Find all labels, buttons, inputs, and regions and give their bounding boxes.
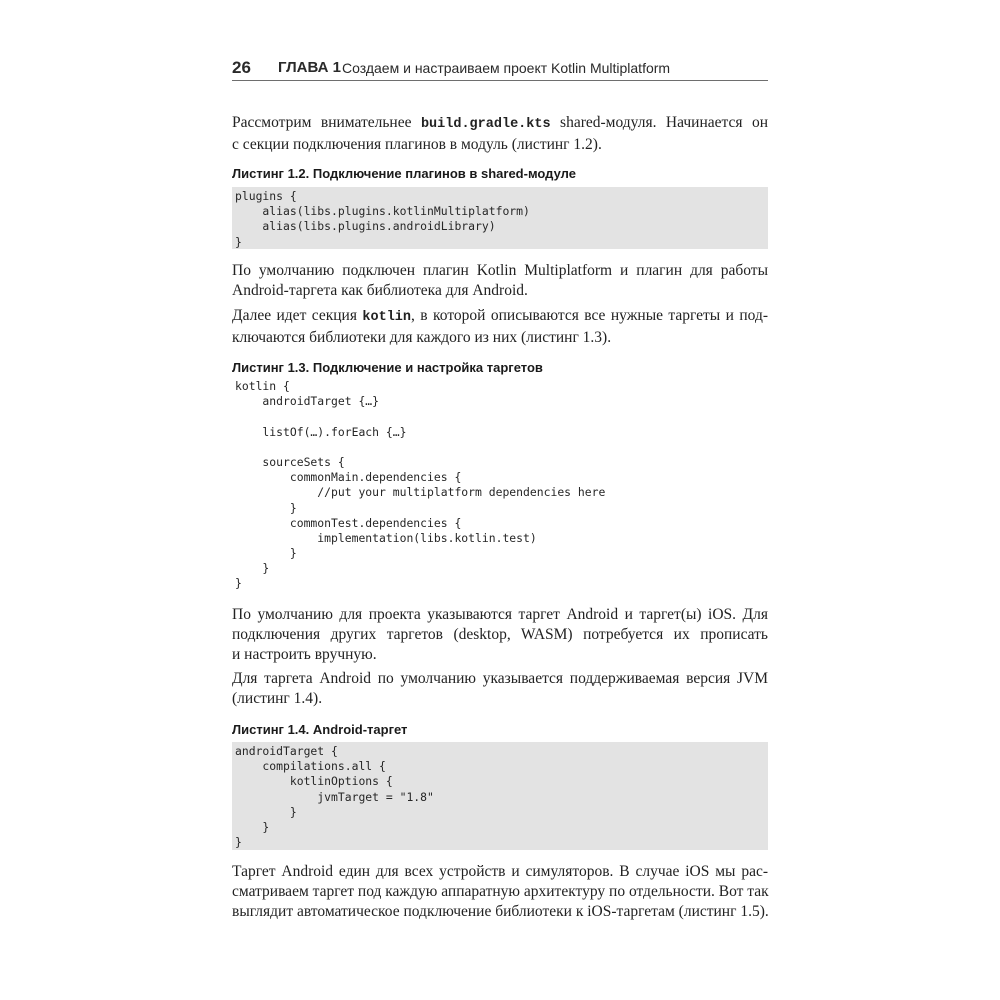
text-line: выглядит автоматическое подключение библиотеки к iOS-таргетам (листинг 1.5). xyxy=(232,903,769,920)
code-line: } xyxy=(235,576,242,591)
paragraph-jvm-version xyxy=(232,669,768,709)
chapter-label: ГЛАВА 1 xyxy=(278,59,341,76)
text-line: По умолчанию для проекта указываются таргет Android и таргет(ы) iOS. Для xyxy=(232,606,768,623)
code-line: } xyxy=(235,835,242,850)
code-line: } xyxy=(235,819,270,834)
code-line: commonMain.dependencies { xyxy=(235,470,462,485)
inline-code-kotlin: kotlin xyxy=(362,310,411,325)
code-line: compilations.all { xyxy=(235,759,386,774)
code-line: } xyxy=(235,561,270,576)
text-line: сматриваем таргет под каждую аппаратную архитектуру по отдельности. Вот так xyxy=(232,883,769,900)
code-line: implementation(libs.kotlin.test) xyxy=(235,530,537,545)
listing-1-4-caption: Листинг 1.4. Android-таргет xyxy=(232,722,408,737)
code-line xyxy=(235,440,768,455)
code-line: alias(libs.plugins.androidLibrary) xyxy=(235,219,496,234)
code-line: androidTarget { xyxy=(235,744,338,758)
listing-1-3-code xyxy=(232,379,768,592)
text-line: По умолчанию подключен плагин Kotlin Multiplatform и плагин для работы xyxy=(232,262,768,279)
listing-1-2-code xyxy=(232,187,768,249)
intro-line-1 xyxy=(232,113,768,135)
paragraph-plugins-default xyxy=(232,261,768,301)
code-line: listOf(…).forEach {…} xyxy=(235,424,407,439)
intro-paragraph xyxy=(232,113,768,155)
code-line: kotlin { xyxy=(235,379,290,393)
code-line: sourceSets { xyxy=(235,454,345,469)
intro-text-b: shared-модуля. Начинается он xyxy=(550,114,768,131)
listing-1-2-caption: Листинг 1.2. Подключение плагинов в shared-модуле xyxy=(232,166,576,181)
code-line: alias(libs.plugins.kotlinMultiplatform) xyxy=(235,204,530,219)
text-line xyxy=(232,306,768,328)
intro-line-2: с секции подключения плагинов в модуль (листинг 1.2). xyxy=(232,136,602,153)
listing-1-4-code xyxy=(232,742,768,850)
paragraph-ios-targets xyxy=(232,862,768,922)
text-line: Для таргета Android по умолчанию указывается поддерживаемая версия JVM xyxy=(232,670,768,687)
paragraph-kotlin-section xyxy=(232,306,768,348)
code-line: //put your multiplatform dependencies here xyxy=(235,485,606,500)
text-line: Таргет Android един для всех устройств и симуляторов. В случае iOS мы рас- xyxy=(232,863,768,880)
code-line: } xyxy=(235,234,242,249)
code-line: kotlinOptions { xyxy=(235,774,393,789)
code-line: plugins { xyxy=(235,189,297,203)
code-line: jvmTarget = "1.8" xyxy=(235,789,434,804)
text-line: (листинг 1.4). xyxy=(232,690,323,707)
text-line: и настроить вручную. xyxy=(232,646,377,663)
text-line: подключения других таргетов (desktop, WASM) потребуется их прописать xyxy=(232,626,768,643)
paragraph-default-targets xyxy=(232,605,768,665)
text-line: ключаются библиотеки для каждого из них (листинг 1.3). xyxy=(232,329,612,346)
text-part: , в которой описываются все нужные таргеты и под- xyxy=(411,307,769,324)
code-line: } xyxy=(235,804,297,819)
code-line xyxy=(235,409,768,424)
code-line: androidTarget {…} xyxy=(235,394,380,409)
code-line: } xyxy=(235,546,297,561)
inline-code-build-gradle: build.gradle.kts xyxy=(420,117,551,132)
running-header xyxy=(232,58,768,81)
listing-1-3-caption: Листинг 1.3. Подключение и настройка таргетов xyxy=(232,360,543,375)
chapter-title: Создаем и настраиваем проект Kotlin Multiplatform xyxy=(342,60,671,76)
text-part: Далее идет секция xyxy=(232,307,363,324)
page-number: 26 xyxy=(232,58,251,77)
code-line: commonTest.dependencies { xyxy=(235,515,462,530)
code-line: } xyxy=(235,500,297,515)
text-line: Android-таргета как библиотека для Android. xyxy=(232,282,528,299)
intro-text-a: Рассмотрим внимательнее xyxy=(232,114,421,131)
